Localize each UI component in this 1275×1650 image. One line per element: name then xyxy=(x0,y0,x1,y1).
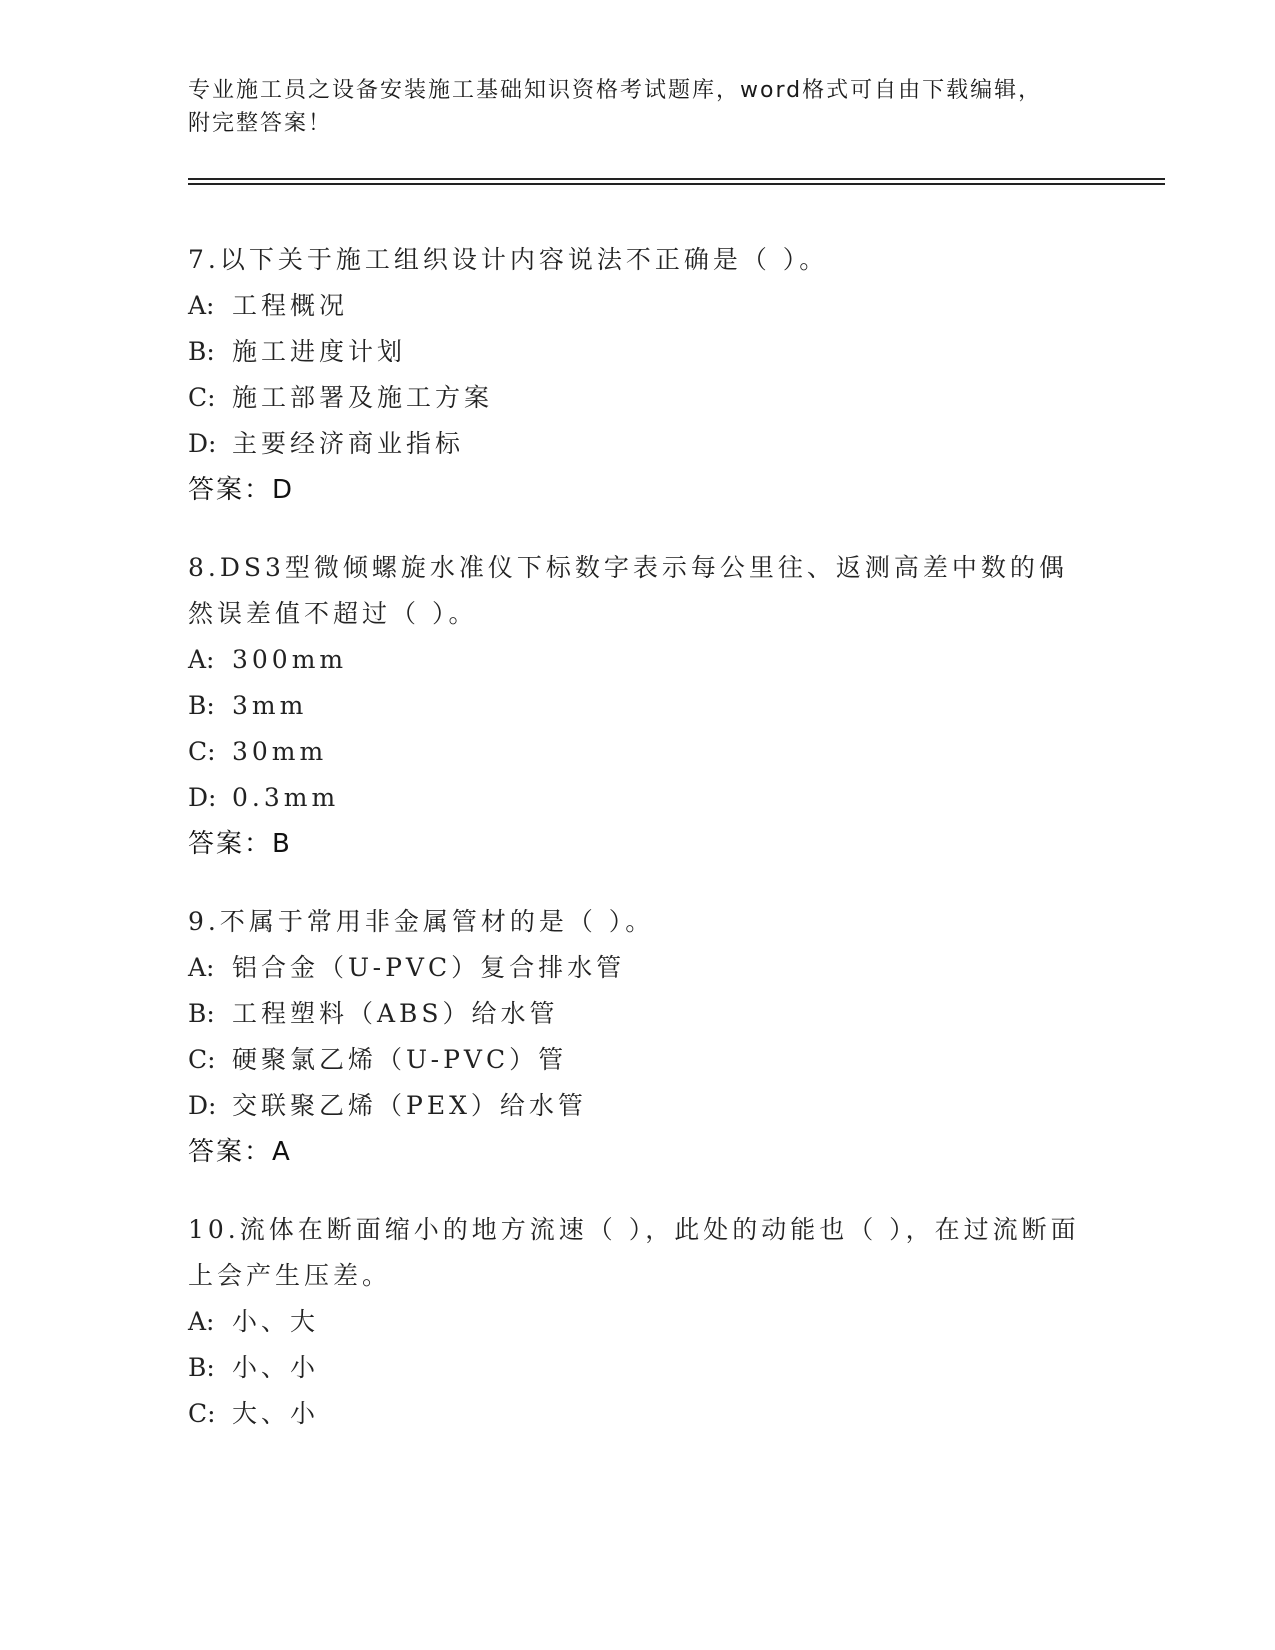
question-7 xyxy=(188,237,1088,513)
answer-line: 答案：A xyxy=(188,1137,292,1167)
header-divider-top xyxy=(188,178,1165,180)
option-letter: D: xyxy=(188,783,217,812)
question-text: 10.流体在断面缩小的地方流速（ ），此处的动能也（ ），在过流断面上会产生压差。 xyxy=(188,1215,1080,1290)
option-text: 施工部署及施工方案 xyxy=(232,383,494,412)
option-text: 工程概况 xyxy=(232,291,349,320)
option-text: 3mm xyxy=(232,691,308,720)
option-letter: D: xyxy=(188,1091,217,1120)
option-d xyxy=(188,1083,1088,1129)
option-text: 交联聚乙烯（PEX）给水管 xyxy=(232,1091,587,1120)
option-b xyxy=(188,1345,1088,1391)
option-letter: A: xyxy=(188,1307,215,1336)
question-9 xyxy=(188,899,1088,1175)
option-letter: D: xyxy=(188,429,217,458)
option-c xyxy=(188,1037,1088,1083)
option-a xyxy=(188,283,1088,329)
option-letter: B: xyxy=(188,691,215,720)
question-10 xyxy=(188,1207,1088,1437)
option-b xyxy=(188,329,1088,375)
option-letter: B: xyxy=(188,337,215,366)
option-a xyxy=(188,637,1088,683)
option-letter: C: xyxy=(188,383,216,412)
option-b xyxy=(188,991,1088,1037)
option-text: 铝合金（U-PVC）复合排水管 xyxy=(232,953,626,982)
answer-line: 答案：D xyxy=(188,475,295,505)
option-letter: A: xyxy=(188,953,215,982)
header-divider-bottom xyxy=(188,183,1165,185)
option-text: 主要经济商业指标 xyxy=(232,429,465,458)
option-d xyxy=(188,775,1088,821)
option-c xyxy=(188,729,1088,775)
option-letter: B: xyxy=(188,1353,215,1382)
option-text: 大、小 xyxy=(232,1399,320,1428)
question-8 xyxy=(188,545,1088,867)
document-header xyxy=(188,74,1088,140)
option-text: 0.3mm xyxy=(232,783,340,812)
option-text: 工程塑料（ABS）给水管 xyxy=(232,999,559,1028)
option-b xyxy=(188,683,1088,729)
option-text: 小、小 xyxy=(232,1353,320,1382)
header-line-1: 专业施工员之设备安装施工基础知识资格考试题库，word格式可自由下载编辑， xyxy=(188,78,1043,103)
option-text: 30mm xyxy=(232,737,328,766)
option-letter: C: xyxy=(188,1399,216,1428)
option-letter: A: xyxy=(188,645,215,674)
option-text: 施工进度计划 xyxy=(232,337,407,366)
option-a xyxy=(188,1299,1088,1345)
question-text: 7.以下关于施工组织设计内容说法不正确是（ ）。 xyxy=(188,245,829,274)
option-d xyxy=(188,421,1088,467)
option-letter: C: xyxy=(188,737,216,766)
question-list xyxy=(188,237,1088,1469)
option-letter: A: xyxy=(188,291,215,320)
option-c xyxy=(188,1391,1088,1437)
option-letter: C: xyxy=(188,1045,216,1074)
answer-line: 答案：B xyxy=(188,829,292,859)
option-c xyxy=(188,375,1088,421)
header-line-2: 附完整答案！ xyxy=(188,111,333,136)
option-letter: B: xyxy=(188,999,215,1028)
option-text: 小、大 xyxy=(232,1307,320,1336)
question-text: 9.不属于常用非金属管材的是（ ）。 xyxy=(188,907,655,936)
option-a xyxy=(188,945,1088,991)
option-text: 300mm xyxy=(232,645,348,674)
option-text: 硬聚氯乙烯（U-PVC）管 xyxy=(232,1045,568,1074)
question-text: 8.DS3型微倾螺旋水准仪下标数字表示每公里往、返测高差中数的偶然误差值不超过（ ）。 xyxy=(188,553,1068,628)
